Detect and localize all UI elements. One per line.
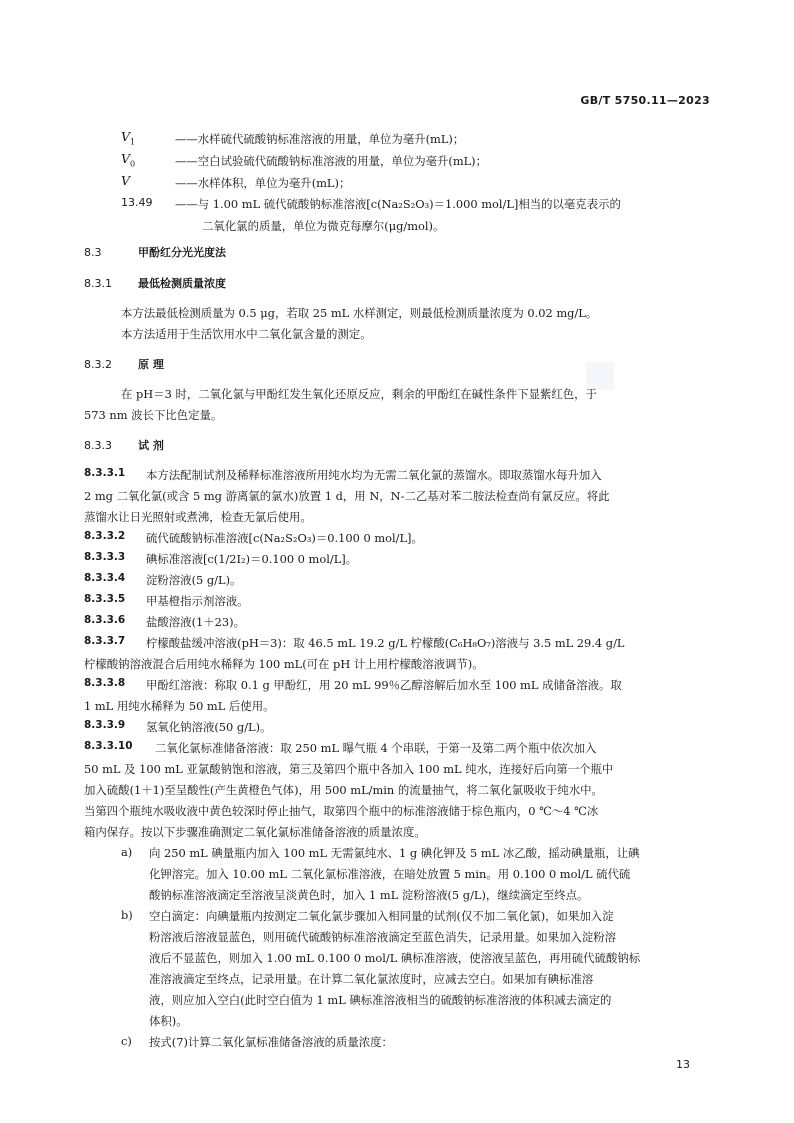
item-number-8-3-3-8: 8.3.3.8 xyxy=(84,677,126,689)
step-a-line1: 向 250 mL 碘量瓶内加入 100 mL 无需氯纯水、1 g 碘化钾及 5 mL 冰乙酸，摇动碘量瓶，让碘 xyxy=(149,846,640,860)
item-8-3-3-8-line2: 1 mL 用纯水稀释为 50 mL 后使用。 xyxy=(84,699,275,713)
item-number-8-3-3-1: 8.3.3.1 xyxy=(84,467,126,479)
section-heading-8-3-1: 8.3.1 最低检测质量浓度 xyxy=(84,277,226,290)
item-8-3-3-1-line2: 2 mg 二氧化氯(或含 5 mg 游离氯的氯水)放置 1 d，用 N，N-二乙基对苯二胺法检查尚有氯反应。将此 xyxy=(84,489,610,503)
variable-desc-v0: ——空白试验硫代硫酸钠标准溶液的用量，单位为毫升(mL)； xyxy=(175,154,488,168)
variable-desc-v1: ——水样硫代硫酸钠标准溶液的用量，单位为毫升(mL)； xyxy=(175,132,465,146)
step-b-line6: 体积)。 xyxy=(149,1014,188,1028)
item-8-3-3-10-line3: 加入硫酸(1＋1)至呈酸性(产生黄橙色气体)，用 500 mL/min 的流量抽气，将二氧化氯吸收于纯水中。 xyxy=(84,783,603,797)
item-8-3-3-1-line3: 蒸馏水让日光照射或煮沸，检查无氯后使用。 xyxy=(84,510,312,524)
step-b-line3: 液后不显蓝色，则加入 1.00 mL 0.100 0 mol/L 碘标准溶液，使溶液呈蓝色，再用硫代硫酸钠标 xyxy=(149,951,641,965)
section-heading-8-3-3: 8.3.3 试 剂 xyxy=(84,439,164,452)
paragraph-detection-limit: 本方法最低检测质量为 0.5 μg，若取 25 mL 水样测定，则最低检测质量浓度为 0.02 mg/L。 xyxy=(121,306,598,320)
step-b-line1: 空白滴定：向碘量瓶内按测定二氧化氯步骤加入相同量的试剂(仅不加二氧化氯)，如果加入淀 xyxy=(149,909,614,923)
variable-symbol-v0: $V_0$ xyxy=(121,151,136,169)
item-8-3-3-10-line5: 箱内保存。按以下步骤准确测定二氧化氯标准储备溶液的质量浓度。 xyxy=(84,825,426,839)
constant-desc-line2: 二氧化氯的质量，单位为微克每摩尔(μg/mol)。 xyxy=(202,219,445,233)
principle-line2: 573 nm 波长下比色定量。 xyxy=(84,408,223,422)
constant-desc-line1: ——与 1.00 mL 硫代硫酸钠标准溶液[c(Na₂S₂O₃)＝1.000 mol/L]相当的以毫克表示的 xyxy=(175,197,621,211)
step-b-line2: 粉溶液后溶液显蓝色，则用硫代硫酸钠标准溶液滴定至蓝色消失，记录用量。如果加入淀粉溶 xyxy=(149,930,617,944)
item-number-8-3-3-3: 8.3.3.3 xyxy=(84,551,126,563)
page-number: 13 xyxy=(676,1058,690,1071)
item-8-3-3-1-line1: 本方法配制试剂及稀释标准溶液所用纯水均为无需二氧化氯的蒸馏水。即取蒸馏水每升加入 xyxy=(146,468,602,482)
item-number-8-3-3-2: 8.3.3.2 xyxy=(84,530,126,542)
item-8-3-3-4: 淀粉溶液(5 g/L)。 xyxy=(146,573,242,587)
item-8-3-3-2: 硫代硫酸钠标准溶液[c(Na₂S₂O₃)＝0.100 0 mol/L]。 xyxy=(146,531,423,545)
step-b-line4: 准溶液滴定至终点，记录用量。在计算二氧化氯浓度时，应减去空白。如果加有碘标准溶 xyxy=(149,972,594,986)
item-number-8-3-3-4: 8.3.3.4 xyxy=(84,572,126,584)
section-heading-8-3: 8.3 甲酚红分光光度法 xyxy=(84,246,226,259)
paragraph-scope: 本方法适用于生活饮用水中二氧化氯含量的测定。 xyxy=(121,327,372,341)
item-8-3-3-10-line4: 当第四个瓶纯水吸收液中黄色较深时停止抽气，取第四个瓶中的标准溶液储于棕色瓶内，0 ℃～4 ℃冰 xyxy=(84,804,599,818)
constant-value: 13.49 xyxy=(121,196,153,209)
item-number-8-3-3-7: 8.3.3.7 xyxy=(84,635,126,647)
step-b-line5: 液，则应加入空白(此时空白值为 1 mL 碘标准溶液相当的硫酸钠标准溶液的体积减去滴定的 xyxy=(149,993,612,1007)
variable-symbol-v: V xyxy=(121,173,131,188)
item-number-8-3-3-10: 8.3.3.10 xyxy=(84,740,133,752)
item-8-3-3-6: 盐酸溶液(1＋23)。 xyxy=(146,615,245,629)
item-number-8-3-3-6: 8.3.3.6 xyxy=(84,614,126,626)
item-8-3-3-9: 氢氧化钠溶液(50 g/L)。 xyxy=(146,720,272,734)
item-8-3-3-7-line2: 柠檬酸钠溶液混合后用纯水稀释为 100 mL(可在 pH 计上用柠檬酸溶液调节)。 xyxy=(84,657,484,671)
item-8-3-3-10-line1: 二氧化氯标准储备溶液：取 250 mL 曝气瓶 4 个串联，于第一及第二两个瓶中依次加入 xyxy=(155,741,597,755)
item-8-3-3-7-line1: 柠檬酸盐缓冲溶液(pH＝3)：取 46.5 mL 19.2 g/L 柠檬酸(C₆H₈O₇)溶液与 3.5 mL 29.4 g/L xyxy=(146,636,625,650)
variable-symbol-v1: $V_1$ xyxy=(121,129,136,147)
step-label-c: c) xyxy=(121,1034,132,1048)
step-a-line2: 化钾溶完。加入 10.00 mL 二氧化氯标准溶液，在暗处放置 5 min。用 0.100 0 mol/L 硫代硫 xyxy=(149,867,631,881)
section-heading-8-3-2: 8.3.2 原 理 xyxy=(84,358,164,371)
step-label-a: a) xyxy=(121,845,133,859)
item-8-3-3-10-line2: 50 mL 及 100 mL 亚氯酸钠饱和溶液，第三及第四个瓶中各加入 100 mL 纯水，连接好后向第一个瓶中 xyxy=(84,762,614,776)
step-a-line3: 酸钠标准溶液滴定至溶液呈淡黄色时，加入 1 mL 淀粉溶液(5 g/L)，继续滴定至终点。 xyxy=(149,888,589,902)
step-label-b: b) xyxy=(121,908,133,922)
item-number-8-3-3-5: 8.3.3.5 xyxy=(84,593,126,605)
item-8-3-3-5: 甲基橙指示剂溶液。 xyxy=(146,594,249,608)
item-8-3-3-3: 碘标准溶液[c(1/2I₂)＝0.100 0 mol/L]。 xyxy=(146,552,358,566)
step-c-line1: 按式(7)计算二氧化氯标准储备溶液的质量浓度： xyxy=(149,1035,393,1049)
item-8-3-3-8-line1: 甲酚红溶液：称取 0.1 g 甲酚红，用 20 mL 99％乙醇溶解后加水至 100 mL 成储备溶液。取 xyxy=(146,678,622,692)
item-number-8-3-3-9: 8.3.3.9 xyxy=(84,719,126,731)
variable-desc-v: ——水样体积，单位为毫升(mL)； xyxy=(175,176,351,190)
principle-line1: 在 pH＝3 时，二氧化氯与甲酚红发生氧化还原反应，剩余的甲酚红在碱性条件下显紫红色，于 xyxy=(121,387,597,401)
standard-header: GB/T 5750.11—2023 xyxy=(580,94,710,107)
